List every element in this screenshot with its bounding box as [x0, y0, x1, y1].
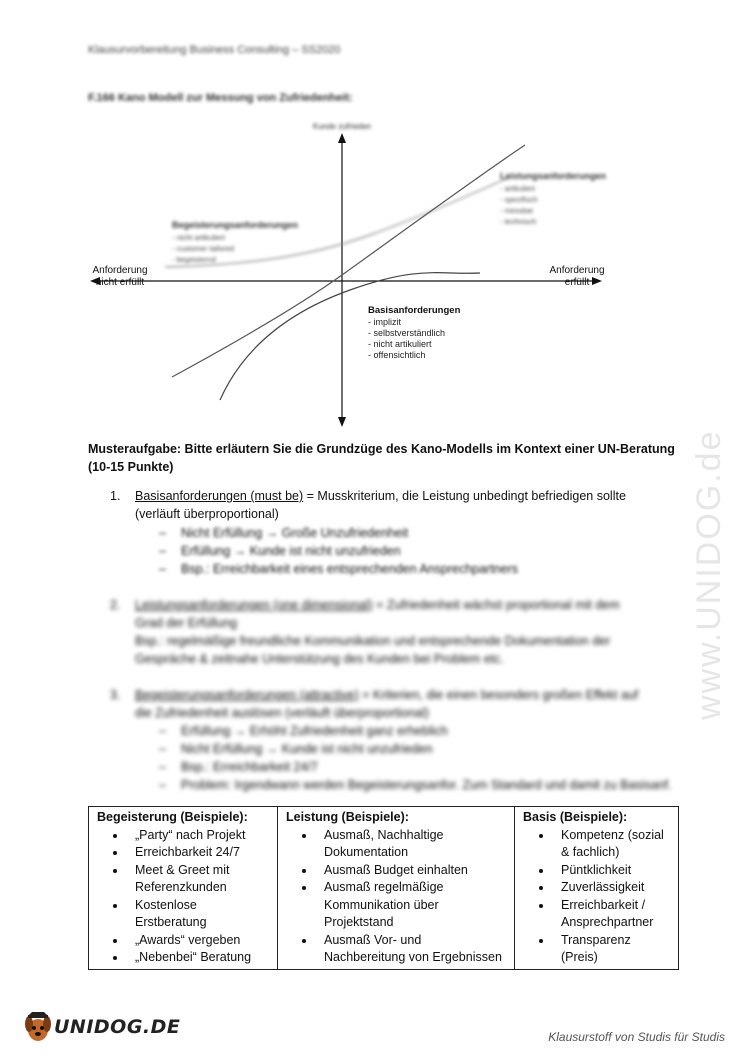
column-begeisterung — [89, 807, 278, 970]
basis-item: - selbstverständlich — [368, 328, 446, 338]
watermark — [690, 280, 730, 730]
list-item-3 — [110, 686, 680, 794]
section-title: F.166 Kano Modell zur Messung von Zufriedenheit: — [88, 92, 353, 104]
task-heading — [88, 440, 688, 476]
watermark-text: www.UNIDOG.de — [690, 429, 728, 720]
example-item: • „Party“ nach Projekt — [127, 827, 269, 845]
x-right-label-1: Anforderung — [549, 265, 605, 276]
x-left-label-1: Anforderung — [92, 265, 148, 276]
sub-point: – Nicht Erfüllung → Große Unzufriedenheit — [159, 524, 680, 542]
begeisterung-item: - nicht artikuliert — [172, 233, 225, 242]
begeisterung-title: Begeisterungsanforderungen — [172, 220, 299, 230]
item-text-line2: Grad der Erfüllung — [135, 616, 238, 630]
examples-table — [88, 806, 679, 970]
unidog-logo — [22, 1010, 180, 1044]
item-term: Basisanforderungen (must be) — [135, 489, 304, 503]
example-item: • Kostenlose Erstberatung — [127, 897, 269, 932]
leistung-block — [500, 171, 606, 226]
document-header: Klausurvorbereitung Business Consulting – SS2020 — [88, 44, 341, 56]
column-header: Begeisterung (Beispiele): — [97, 810, 248, 824]
basis-block — [368, 305, 461, 360]
item-number: 1. — [110, 489, 121, 503]
sub-point: – Bsp.: Erreichbarkeit eines entsprechenden Ansprechpartners — [159, 560, 680, 578]
sub-point: – Bsp.: Erreichbarkeit 24/7 — [159, 758, 680, 776]
example-item: • Kompetenz (sozial & fachlich) — [553, 827, 670, 862]
example-item: • „Nebenbei“ Beratung — [127, 949, 269, 967]
column-leistung — [278, 807, 515, 970]
item-text: = Musskriterium, die Leistung unbedingt befriedigen sollte — [303, 489, 626, 503]
column-header: Leistung (Beispiele): — [286, 810, 409, 824]
example-item: • Transparenz (Preis) — [553, 932, 670, 967]
item-text-line4: Gespräche & zeitnahe Unterstützung des Kunden bei Problem etc. — [135, 652, 504, 666]
list-item-1 — [110, 487, 680, 578]
logo-text: UNIDOG.DE — [54, 1016, 181, 1038]
task-line-2: (10-15 Punkte) — [88, 460, 174, 474]
item-text-line2: (verläuft überproportional) — [135, 507, 279, 521]
leistung-item: - artikuliert — [500, 184, 536, 193]
example-item: • Ausmaß, Nachhaltige Dokumentation — [316, 827, 506, 862]
sub-point: – Erfüllung → Kunde ist nicht unzufrieden — [159, 542, 680, 560]
item-text-line3: Bsp.: regelmäßige freundliche Kommunikation und entsprechende Dokumentation der — [135, 634, 611, 648]
sub-point: – Problem: Irgendwann werden Begeisterungsanfor. Zum Standard und damit zu Basisanf. — [159, 776, 680, 794]
basis-item: - nicht artikuliert — [368, 339, 432, 349]
x-axis-arrow-right — [592, 277, 602, 285]
item-term: Begeisterungsanforderungen (attractive) — [135, 688, 359, 702]
example-item: • Ausmaß regelmäßige Kommunikation über Projektstand — [316, 879, 506, 932]
sub-point: – Erfüllung → Erhöht Zufriedenheit ganz erheblich — [159, 722, 680, 740]
example-item: • Meet & Greet mit Referenzkunden — [127, 862, 269, 897]
leistung-item: - technisch — [500, 217, 537, 226]
answer-list — [110, 487, 680, 794]
y-axis-label: Kunde zufrieden — [312, 122, 372, 131]
basis-item: - implizit — [368, 317, 401, 327]
leistung-curve — [172, 145, 525, 377]
example-item: • Ausmaß Budget einhalten — [316, 862, 506, 880]
leistung-title: Leistungsanforderungen — [500, 171, 607, 181]
item-text: = Zufriedenheit wächst proportional mit dem — [372, 598, 620, 612]
dog-icon — [22, 1010, 54, 1044]
column-basis — [515, 807, 679, 970]
leistung-item: - messbar — [500, 206, 534, 215]
item-number: 2. — [110, 598, 121, 612]
task-line-1: Musteraufgabe: Bitte erläutern Sie die Grundzüge des Kano-Modells im Kontext einer UN-Beratung — [88, 442, 675, 456]
item-text: = Kriterien, die einen besonders großen Effekt auf — [358, 688, 639, 702]
leistung-item: - spezifisch — [500, 195, 538, 204]
column-header: Basis (Beispiele): — [523, 810, 628, 824]
list-item-2 — [110, 596, 680, 668]
x-right-label-2: erfüllt — [564, 277, 590, 288]
item-term: Leistungsanforderungen (one dimensional) — [135, 598, 373, 612]
begeisterung-item: - customer tailored — [172, 244, 235, 253]
x-left-label-2: nicht erfüllt — [95, 277, 145, 288]
example-item: • „Awards“ vergeben — [127, 932, 269, 950]
example-item: • Püntklichkeit — [553, 862, 670, 880]
item-number: 3. — [110, 688, 121, 702]
basis-item: - offensichtlich — [368, 350, 426, 360]
y-axis-arrow-bottom — [338, 417, 346, 427]
sub-point: – Nicht Erfüllung → Kunde ist nicht unzufrieden — [159, 740, 680, 758]
begeisterung-item: - begeisternd — [172, 255, 216, 264]
footer-tagline: Klausurstoff von Studis für Studis — [548, 1030, 725, 1044]
example-item: • Ausmaß Vor- und Nachbereitung von Ergebnissen — [316, 932, 506, 967]
example-item: • Erreichbarkeit / Ansprechpartner — [553, 897, 670, 932]
y-axis-arrow-top — [338, 133, 346, 143]
item-text-line2: die Zufriedenheit auslösen (verläuft überproportional) — [135, 706, 429, 720]
example-item: • Zuverlässigkeit — [553, 879, 670, 897]
basis-title: Basisanforderungen — [368, 305, 461, 316]
kano-diagram — [80, 115, 640, 435]
example-item: • Erreichbarkeit 24/7 — [127, 844, 269, 862]
